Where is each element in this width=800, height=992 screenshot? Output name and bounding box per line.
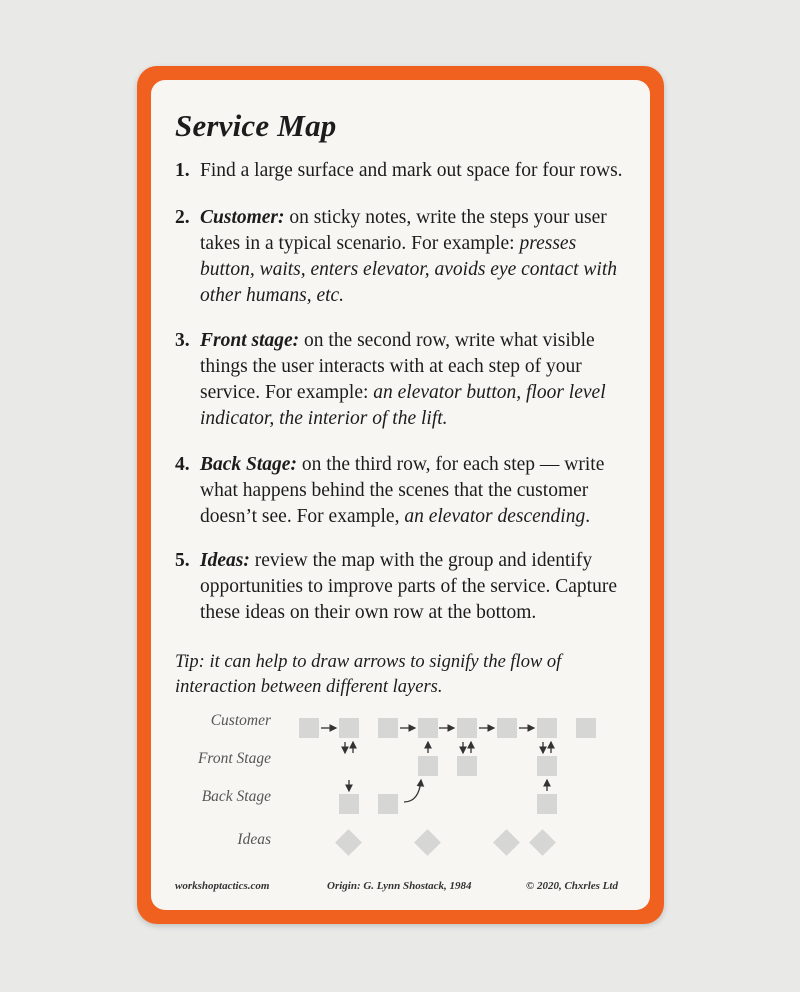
step-text: on sticky notes, write the steps your user takes in a typical scenario. For example:	[200, 207, 607, 254]
step-number: 4.	[175, 454, 190, 475]
card-title: Service Map	[175, 108, 337, 143]
step-text: on the third row, for each step — write what happens behind the scenes that the customer doesn’t see. For example,	[200, 454, 605, 527]
curved-arrow-icon	[404, 780, 421, 802]
step-example: presses button, waits, enters elevator, avoids eye contact with other humans, etc.	[200, 233, 618, 306]
step-number: 2.	[175, 207, 190, 228]
idea-diamond	[414, 829, 441, 856]
footer-site: workshoptactics.com	[175, 880, 270, 892]
lane-label-front-stage: Front Stage	[197, 750, 271, 767]
step-1	[175, 158, 635, 184]
step-lead: Ideas:	[200, 550, 250, 571]
service-map-card	[137, 66, 664, 924]
tip-text: Tip: it can help to draw arrows to signify the flow of interaction between different layers.	[175, 652, 562, 697]
step-2	[175, 205, 635, 309]
footer-copyright: © 2020, Chxrles Ltd	[526, 880, 618, 892]
customer-step-box	[457, 718, 477, 738]
card-face	[151, 80, 650, 910]
step-5	[175, 548, 635, 626]
front-stage-box	[457, 756, 477, 776]
customer-step-box	[378, 718, 398, 738]
step-tail: .	[585, 506, 591, 527]
lane-label-customer: Customer	[210, 712, 271, 729]
customer-step-box	[576, 718, 596, 738]
customer-step-box	[497, 718, 517, 738]
step-number: 1.	[175, 160, 190, 181]
step-text: on the second row, write what visible things the user interacts with at each step of your service. For example:	[200, 330, 595, 403]
step-lead: Back Stage:	[200, 454, 297, 475]
step-3	[175, 328, 635, 432]
front-stage-box	[537, 756, 557, 776]
step-text: review the map with the group and identify opportunities to improve parts of the service. Capture these ideas on their own row at the bottom.	[200, 550, 617, 623]
step-text: Find a large surface and mark out space for four rows.	[200, 160, 623, 181]
customer-step-box	[339, 718, 359, 738]
step-example: an elevator descending	[404, 506, 586, 527]
idea-diamond	[529, 829, 556, 856]
step-example: an elevator button, floor level indicator, the interior of the lift.	[200, 382, 606, 429]
back-stage-box	[537, 794, 557, 814]
back-stage-box	[339, 794, 359, 814]
step-lead: Front stage:	[200, 330, 300, 351]
customer-step-box	[418, 718, 438, 738]
footer-origin: Origin: G. Lynn Shostack, 1984	[327, 880, 472, 892]
step-number: 3.	[175, 330, 190, 351]
step-number: 5.	[175, 550, 190, 571]
lane-label-back-stage: Back Stage	[201, 788, 271, 805]
step-4	[175, 452, 635, 530]
front-stage-box	[418, 756, 438, 776]
back-stage-box	[378, 794, 398, 814]
idea-diamond	[493, 829, 520, 856]
idea-diamond	[335, 829, 362, 856]
customer-step-box	[537, 718, 557, 738]
lane-label-ideas: Ideas	[237, 831, 271, 848]
customer-step-box	[299, 718, 319, 738]
step-lead: Customer:	[200, 207, 285, 228]
